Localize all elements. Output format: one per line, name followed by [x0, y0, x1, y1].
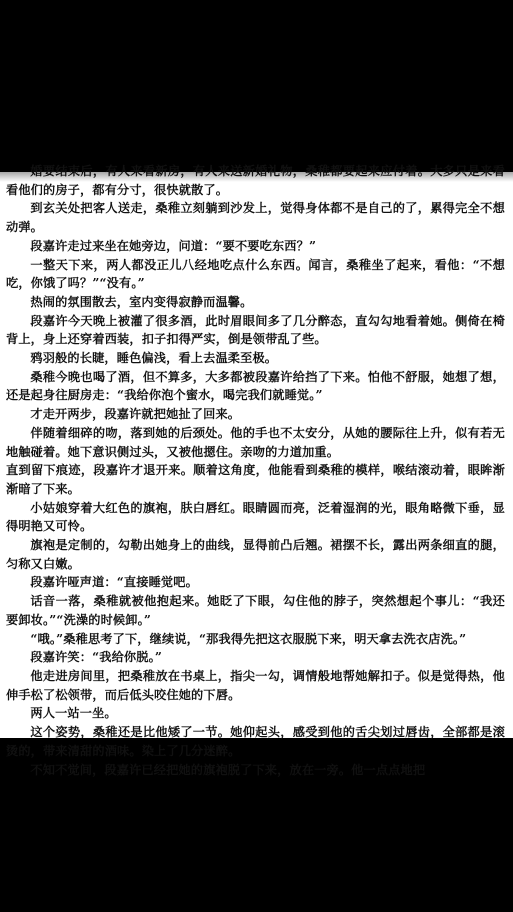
- paragraph: “哦。”桑稚思考了下，继续说，“那我得先把这衣服脱下来，明天拿去洗衣店洗。”: [30, 631, 467, 646]
- paragraph: 话音一落，桑稚就被他抱起来。她眨了下眼，勾住他的脖子，突然想起个事儿：“我还要卸妆。”“洗澡的时候卸。”: [6, 594, 505, 627]
- paragraph: 到玄关处把客人送走，桑稚立刻躺到沙发上，觉得身体都不是自己的了，累得完全不想动弹。: [6, 201, 505, 235]
- paragraph: 不知不觉间，段嘉许已经把她的旗袍脱了下来，放在一旁。他一点点地把: [30, 762, 426, 777]
- paragraph: 伴随着细碎的吻，落到她的后颈处。他的手也不太安分，从她的腰际往上升，似有若无地触碰着。她下意识侧过头，又被他摁住。亲吻的力道加重。: [6, 425, 505, 459]
- paragraph: 鸦羽般的长睫，睡色偏浅，看上去温柔至极。: [30, 351, 278, 366]
- paragraph: 桑稚今晚也喝了酒，但不算多，大多都被段嘉许给挡了下来。怕他不舒服，她想了想，还是起身往厨房走：“我给你泡个蜜水，喝完我们就睡觉。”: [6, 369, 505, 403]
- paragraph: 段嘉许走过来坐在她旁边，问道：“要不要吃东西？”: [30, 238, 317, 253]
- paragraph: 一整天下来，两人都没正儿八经地吃点什么东西。闻言，桑稚坐了起来，看他：“不想吃，你饿了吗？”“没有。”: [6, 257, 505, 291]
- paragraph: 直到留下痕迹，段嘉许才退开来。顺着这角度，他能看到桑稚的模样，喉结滚动着，眼眸渐渐暗了下来。: [6, 463, 505, 496]
- paragraph: 才走开两步，段嘉许就把她扯了回来。: [30, 407, 241, 422]
- document-page: [0, 164, 513, 777]
- paragraph: 两人一站一坐。: [30, 706, 117, 721]
- document-body: [0, 162, 513, 779]
- page-top-edge: [0, 172, 513, 182]
- paragraph: 旗袍是定制的，勾勒出她身上的曲线，显得前凸后翘。裙摆不长，露出两条细直的腿，匀称又白嫩。: [6, 538, 505, 571]
- paragraph: 段嘉许笑：“我给你脱。”: [30, 650, 162, 665]
- paragraph: 段嘉许今天晚上被灌了很多酒，此时眉眼间多了几分醉态，直勾勾地看着她。侧倚在椅背上，身上还穿着西装，扣子扣得严实，倒是领带乱了些。: [6, 313, 505, 347]
- paragraph: 婚要结束后，有人来看新房，有人来送新婚礼物，桑稚都要起来应付着。大多只是来看看他们的房子，都有分寸，很快就散了。: [6, 164, 505, 197]
- paragraph: 这个姿势，桑稚还是比他矮了一节。她仰起头，感受到他的舌尖划过唇齿，全部都是滚烫的，带来清甜的酒味。染上了几分迷醉。: [6, 725, 505, 758]
- paragraph: 热闹的氛围散去，室内变得寂静而温馨。: [30, 294, 253, 309]
- paragraph: 他走进房间里，把桑稚放在书桌上，指尖一勾，调情般地帮她解扣子。似是觉得热，他伸手松了松领带，而后低头咬住她的下唇。: [6, 668, 505, 702]
- paragraph: 段嘉许哑声道：“直接睡觉吧。: [30, 575, 198, 590]
- paragraph: 小姑娘穿着大红色的旗袍，肤白唇红。眼睛圆而亮，泛着湿润的光，眼角略微下垂，显得明艳又可怜。: [6, 500, 505, 534]
